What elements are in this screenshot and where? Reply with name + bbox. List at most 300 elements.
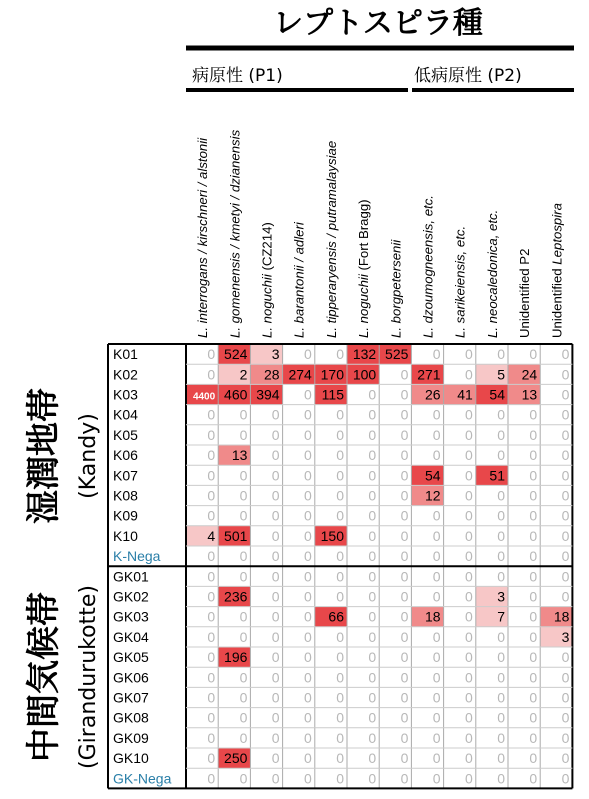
cell-value-k-nega-col9: 0 (465, 548, 473, 565)
cell-value-gk02-col5: 0 (336, 588, 344, 605)
cell-value-k05-col3: 0 (271, 426, 280, 443)
cell-value-gk09-col4: 0 (304, 729, 312, 746)
cell-value-k02-col10: 5 (497, 366, 505, 383)
cell-value-gk05-col10: 0 (497, 649, 505, 666)
cell-value-k03-col6: 0 (368, 386, 377, 403)
cell-value-k08-col1: 0 (207, 487, 216, 504)
cell-value-k09-col6: 0 (368, 507, 377, 524)
row-label-gk02: GK02 (113, 588, 149, 605)
cell-value-k05-col12: 0 (561, 426, 570, 443)
cell-value-k07-col10: 51 (489, 467, 505, 484)
cell-value-gk06-col1: 0 (207, 669, 216, 686)
cell-value-gk05-col8: 0 (432, 649, 441, 666)
cell-value-k-nega-col4: 0 (304, 548, 312, 565)
cell-value-k10-col10: 0 (497, 527, 505, 544)
cell-value-gk-nega-col8: 0 (432, 770, 441, 787)
cell-value-k04-col11: 0 (529, 406, 538, 423)
column-header-part: Leptospira (549, 203, 565, 265)
cell-value-gk10-col2: 250 (224, 750, 248, 767)
section-title-en-girandurukotte: (Girandurukotte) (76, 585, 101, 769)
cell-value-gk05-col11: 0 (529, 649, 538, 666)
column-header-part: L. sarikeiensis, etc. (452, 225, 468, 338)
cell-value-gk07-col8: 0 (432, 689, 441, 706)
cell-value-gk07-col3: 0 (271, 689, 280, 706)
cell-value-gk06-col7: 0 (400, 669, 409, 686)
cell-value-gk01-col1: 0 (207, 568, 216, 585)
cell-value-gk07-col2: 0 (239, 689, 248, 706)
cell-value-k03-col8: 26 (425, 386, 441, 403)
cell-value-gk10-col6: 0 (368, 750, 377, 767)
cell-value-gk07-col9: 0 (465, 689, 473, 706)
figure-title: レプトスピラ種 (273, 6, 483, 41)
cell-value-k05-col4: 0 (304, 426, 312, 443)
cell-value-k06-col4: 0 (304, 447, 312, 464)
cell-value-gk08-col6: 0 (368, 709, 377, 726)
cell-value-gk09-col3: 0 (271, 729, 280, 746)
cell-value-gk09-col8: 0 (432, 729, 441, 746)
cell-value-k09-col1: 0 (207, 507, 216, 524)
cell-value-k-nega-col12: 0 (561, 548, 570, 565)
cell-value-gk06-col9: 0 (465, 669, 473, 686)
cell-value-k-nega-col11: 0 (529, 548, 538, 565)
cell-value-gk02-col4: 0 (304, 588, 312, 605)
cell-value-gk01-col10: 0 (497, 568, 505, 585)
column-header-part: Unidentified (549, 264, 565, 338)
column-header-part: L. interrogans / kirschneri / alstonii (195, 137, 211, 338)
cell-value-k01-col11: 0 (529, 346, 538, 363)
cell-value-gk09-col1: 0 (207, 729, 216, 746)
cell-value-gk04-col7: 0 (400, 628, 409, 645)
cell-value-k-nega-col7: 0 (400, 548, 409, 565)
cell-value-k07-col3: 0 (271, 467, 280, 484)
cell-value-gk02-col6: 0 (368, 588, 377, 605)
cell-value-k07-col7: 0 (400, 467, 409, 484)
cell-value-gk04-col1: 0 (207, 628, 216, 645)
cell-value-k06-col11: 0 (529, 447, 538, 464)
cell-value-gk03-col6: 0 (368, 608, 377, 625)
cell-value-k06-col1: 0 (207, 447, 216, 464)
cell-value-gk05-col6: 0 (368, 649, 377, 666)
cell-value-k09-col5: 0 (336, 507, 344, 524)
cell-value-k04-col10: 0 (497, 406, 505, 423)
cell-value-gk08-col12: 0 (561, 709, 570, 726)
cell-value-k07-col1: 0 (207, 467, 216, 484)
cell-value-gk02-col2: 236 (224, 588, 248, 605)
cell-value-k09-col10: 0 (497, 507, 505, 524)
row-label-gk-nega: GK-Nega (113, 770, 172, 787)
cell-value-gk06-col6: 0 (368, 669, 377, 686)
column-header-7 (388, 239, 403, 338)
row-label-k10: K10 (113, 527, 138, 544)
cell-value-gk05-col12: 0 (561, 649, 570, 666)
cell-value-gk08-col8: 0 (432, 709, 441, 726)
cell-value-gk10-col9: 0 (465, 750, 473, 767)
cell-value-gk04-col8: 0 (432, 628, 441, 645)
cell-value-gk09-col7: 0 (400, 729, 409, 746)
cell-value-k04-col5: 0 (336, 406, 344, 423)
cell-value-k04-col2: 0 (239, 406, 248, 423)
section-label-girandurukotte (24, 592, 64, 762)
cell-value-k08-col7: 0 (400, 487, 409, 504)
cell-value-gk07-col11: 0 (529, 689, 538, 706)
cell-value-gk01-col12: 0 (561, 568, 570, 585)
cell-value-k04-col7: 0 (400, 406, 409, 423)
cell-value-gk01-col7: 0 (400, 568, 409, 585)
cell-value-k03-col7: 0 (400, 386, 409, 403)
cell-value-k09-col3: 0 (271, 507, 280, 524)
cell-value-gk03-col3: 0 (271, 608, 280, 625)
cell-value-gk-nega-col1: 0 (207, 770, 216, 787)
cell-value-k05-col11: 0 (529, 426, 538, 443)
cell-value-k07-col4: 0 (304, 467, 312, 484)
cell-value-gk05-col2: 196 (224, 649, 248, 666)
cell-value-k01-col2: 524 (224, 346, 248, 363)
cell-value-gk-nega-col3: 0 (271, 770, 280, 787)
group-label-pathogenic: 病原性 (P1) (192, 66, 283, 86)
cell-value-k01-col9: 0 (465, 346, 473, 363)
cell-value-k03-col1: 4400 (192, 391, 216, 403)
cell-value-gk-nega-col10: 0 (497, 770, 505, 787)
cell-value-gk09-col11: 0 (529, 729, 538, 746)
cell-value-k08-col5: 0 (336, 487, 344, 504)
column-header-part: (CZ214) (259, 222, 275, 275)
cell-value-gk09-col12: 0 (561, 729, 570, 746)
cell-value-gk01-col2: 0 (239, 568, 248, 585)
column-header-part: Unidentified P2 (517, 248, 533, 338)
cell-value-k08-col9: 0 (465, 487, 473, 504)
cell-value-gk05-col4: 0 (304, 649, 312, 666)
cell-value-gk04-col3: 0 (271, 628, 280, 645)
cell-value-gk09-col6: 0 (368, 729, 377, 746)
cell-value-k01-col10: 0 (497, 346, 505, 363)
cell-value-gk04-col6: 0 (368, 628, 377, 645)
cell-value-k05-col7: 0 (400, 426, 409, 443)
column-header-2 (227, 129, 242, 338)
cell-value-k10-col4: 0 (304, 527, 312, 544)
cell-value-gk01-col4: 0 (304, 568, 312, 585)
column-header-part: L. gomenensis / kmetyi / dzianensis (227, 129, 243, 338)
cell-value-gk08-col3: 0 (271, 709, 280, 726)
cell-value-gk08-col9: 0 (465, 709, 473, 726)
column-header-8 (421, 195, 436, 338)
cell-value-gk02-col8: 0 (432, 588, 441, 605)
cell-value-k01-col12: 0 (561, 346, 570, 363)
cell-value-k09-col8: 0 (432, 507, 441, 524)
cell-value-k03-col11: 13 (521, 386, 538, 403)
section-label-girandurukotte-en (76, 585, 101, 769)
cell-value-gk03-col1: 0 (207, 608, 216, 625)
cell-value-gk-nega-col11: 0 (529, 770, 538, 787)
cell-value-k06-col2: 13 (231, 447, 248, 464)
cell-value-gk09-col2: 0 (239, 729, 248, 746)
cell-value-k07-col5: 0 (336, 467, 344, 484)
row-label-k02: K02 (113, 366, 138, 383)
cell-value-gk10-col1: 0 (207, 750, 216, 767)
section-title-en-kandy: (Kandy) (76, 413, 101, 499)
cell-value-k01-col1: 0 (207, 346, 216, 363)
cell-value-k09-col7: 0 (400, 507, 409, 524)
column-header-part: L. barantonii / adleri (291, 222, 307, 338)
cell-value-gk08-col4: 0 (304, 709, 312, 726)
cell-value-k09-col4: 0 (304, 507, 312, 524)
cell-value-gk07-col7: 0 (400, 689, 409, 706)
column-header-4 (292, 221, 307, 338)
row-label-gk06: GK06 (113, 669, 149, 686)
cell-value-k04-col12: 0 (561, 406, 570, 423)
cell-value-k04-col3: 0 (271, 406, 280, 423)
cell-value-gk08-col2: 0 (239, 709, 248, 726)
cell-value-gk-nega-col2: 0 (239, 770, 248, 787)
cell-value-k10-col8: 0 (432, 527, 441, 544)
cell-value-k04-col1: 0 (207, 406, 216, 423)
cell-value-gk05-col1: 0 (207, 649, 216, 666)
cell-value-k06-col10: 0 (497, 447, 505, 464)
cell-value-gk02-col11: 0 (529, 588, 538, 605)
column-header-part: L. tipperaryensis / putramalaysiae (323, 140, 339, 338)
cell-value-gk06-col3: 0 (271, 669, 280, 686)
section-title-jp-kandy: 湿潤地帯 (24, 388, 64, 524)
cell-value-k02-col11: 24 (521, 366, 538, 383)
cell-value-gk03-col10: 7 (497, 608, 505, 625)
cell-value-gk10-col10: 0 (497, 750, 505, 767)
cell-value-gk06-col12: 0 (561, 669, 570, 686)
cell-value-gk07-col1: 0 (207, 689, 216, 706)
cell-value-gk06-col10: 0 (497, 669, 505, 686)
cell-value-gk03-col2: 0 (239, 608, 248, 625)
cell-value-gk05-col5: 0 (336, 649, 344, 666)
cell-value-k-nega-col2: 0 (239, 548, 248, 565)
cell-value-k08-col2: 0 (239, 487, 248, 504)
cell-value-gk10-col7: 0 (400, 750, 409, 767)
cell-value-k-nega-col1: 0 (207, 548, 216, 565)
cell-value-k07-col12: 0 (561, 467, 570, 484)
cell-value-gk04-col4: 0 (304, 628, 312, 645)
row-label-k04: K04 (113, 406, 138, 423)
cell-value-k01-col6: 132 (352, 346, 377, 363)
column-header-5 (324, 141, 339, 338)
cell-value-k06-col5: 0 (336, 447, 344, 464)
cell-value-gk08-col1: 0 (207, 709, 216, 726)
cell-value-k-nega-col10: 0 (497, 548, 505, 565)
section-label-kandy (24, 388, 64, 524)
cell-value-gk07-col6: 0 (368, 689, 377, 706)
cell-value-gk07-col10: 0 (497, 689, 505, 706)
cell-value-gk01-col11: 0 (529, 568, 538, 585)
cell-value-gk03-col12: 18 (553, 608, 570, 625)
cell-value-k06-col12: 0 (561, 447, 570, 464)
cell-value-gk04-col2: 0 (239, 628, 248, 645)
section-title-jp-girandurukotte: 中間気候帯 (24, 592, 64, 762)
cell-value-gk05-col7: 0 (400, 649, 409, 666)
cell-value-gk03-col8: 18 (425, 608, 441, 625)
column-header-part: L. noguchii (356, 274, 372, 338)
cell-value-k01-col3: 3 (271, 346, 280, 363)
cell-value-k03-col10: 54 (489, 386, 505, 403)
column-header-1 (195, 137, 210, 338)
cell-value-k10-col3: 0 (271, 527, 280, 544)
cell-value-k06-col8: 0 (432, 447, 441, 464)
row-label-gk10: GK10 (113, 750, 149, 767)
cell-value-k10-col12: 0 (561, 527, 570, 544)
cell-value-gk05-col9: 0 (465, 649, 473, 666)
cell-value-k02-col7: 0 (400, 366, 409, 383)
cell-value-gk03-col4: 0 (304, 608, 312, 625)
cell-value-k04-col8: 0 (432, 406, 441, 423)
row-label-k09: K09 (113, 507, 138, 524)
cell-value-gk10-col3: 0 (271, 750, 280, 767)
cell-value-k04-col4: 0 (304, 406, 312, 423)
group-label-low-pathogenic: 低病原性 (P2) (414, 66, 522, 86)
cell-value-gk08-col11: 0 (529, 709, 538, 726)
row-label-gk09: GK09 (113, 729, 149, 746)
cell-value-k06-col6: 0 (368, 447, 377, 464)
column-header-part: L. dzoumogneensis, etc. (420, 195, 436, 338)
cell-value-gk03-col7: 0 (400, 608, 409, 625)
cell-value-gk04-col5: 0 (336, 628, 344, 645)
cell-value-k06-col7: 0 (400, 447, 409, 464)
cell-value-k02-col5: 170 (320, 366, 344, 383)
row-label-k-nega: K-Nega (113, 548, 161, 565)
cell-value-k03-col5: 115 (321, 386, 344, 403)
cell-value-k03-col9: 41 (457, 386, 473, 403)
cell-value-k04-col9: 0 (465, 406, 473, 423)
cell-value-gk10-col5: 0 (336, 750, 344, 767)
cell-value-gk03-col11: 0 (529, 608, 538, 625)
cell-value-k02-col1: 0 (207, 366, 216, 383)
cell-value-gk06-col11: 0 (529, 669, 538, 686)
cell-value-gk10-col12: 0 (561, 750, 570, 767)
cell-value-gk01-col5: 0 (336, 568, 344, 585)
row-label-k05: K05 (113, 426, 138, 443)
cell-value-gk03-col5: 66 (328, 608, 344, 625)
cell-value-gk05-col3: 0 (271, 649, 280, 666)
cell-value-gk04-col9: 0 (465, 628, 473, 645)
cell-value-k10-col9: 0 (465, 527, 473, 544)
row-label-k03: K03 (113, 386, 138, 403)
cell-value-k08-col12: 0 (561, 487, 570, 504)
cell-value-gk08-col7: 0 (400, 709, 409, 726)
cell-value-gk04-col12: 3 (561, 628, 570, 645)
cell-value-k05-col6: 0 (368, 426, 377, 443)
cell-value-k08-col6: 0 (368, 487, 377, 504)
cell-value-gk01-col3: 0 (271, 568, 280, 585)
cell-value-k02-col9: 0 (465, 366, 473, 383)
cell-value-k07-col8: 54 (425, 467, 441, 484)
cell-value-k07-col2: 0 (239, 467, 248, 484)
cell-value-gk07-col4: 0 (304, 689, 312, 706)
cell-value-k10-col6: 0 (368, 527, 377, 544)
cell-value-k08-col10: 0 (497, 487, 505, 504)
cell-value-k10-col1: 4 (207, 527, 216, 544)
column-header-9 (453, 226, 468, 338)
cell-value-gk-nega-col5: 0 (336, 770, 344, 787)
cell-value-gk06-col8: 0 (432, 669, 441, 686)
cell-value-gk10-col11: 0 (529, 750, 538, 767)
column-header-part: L. neocaledonica, etc. (484, 209, 500, 338)
cell-value-gk02-col7: 0 (400, 588, 409, 605)
cell-value-k03-col2: 460 (224, 386, 248, 403)
cell-value-k02-col12: 0 (561, 366, 570, 383)
cell-value-gk03-col9: 0 (465, 608, 473, 625)
column-header-part: L. borgpetersenii (388, 239, 404, 338)
column-header-11 (517, 249, 532, 338)
cell-value-k08-col11: 0 (529, 487, 538, 504)
cell-value-gk-nega-col6: 0 (368, 770, 377, 787)
cell-value-k02-col2: 2 (239, 366, 248, 383)
cell-value-gk-nega-col12: 0 (561, 770, 570, 787)
cell-value-gk01-col9: 0 (465, 568, 473, 585)
section-label-kandy-en (76, 413, 101, 499)
row-label-gk05: GK05 (113, 649, 149, 666)
cell-value-k07-col11: 0 (529, 467, 538, 484)
cell-value-k05-col1: 0 (207, 426, 216, 443)
cell-value-k05-col9: 0 (465, 426, 473, 443)
cell-value-k07-col6: 0 (368, 467, 377, 484)
row-label-gk03: GK03 (113, 608, 149, 625)
cell-value-k04-col6: 0 (368, 406, 377, 423)
column-header-10 (485, 210, 500, 338)
column-header-part: (Fort Bragg) (356, 199, 372, 275)
cell-value-k09-col9: 0 (465, 507, 473, 524)
column-header-part: L. noguchii (259, 274, 275, 338)
cell-value-gk06-col2: 0 (239, 669, 248, 686)
cell-value-gk07-col12: 0 (561, 689, 570, 706)
cell-value-k10-col11: 0 (529, 527, 538, 544)
cell-value-gk02-col3: 0 (271, 588, 280, 605)
cell-value-gk08-col10: 0 (497, 709, 505, 726)
cell-value-gk06-col4: 0 (304, 669, 312, 686)
cell-value-gk04-col11: 0 (529, 628, 538, 645)
cell-value-k-nega-col5: 0 (336, 548, 344, 565)
cell-value-gk07-col5: 0 (336, 689, 344, 706)
column-header-3 (260, 222, 275, 338)
row-label-gk08: GK08 (113, 709, 149, 726)
cell-value-gk09-col5: 0 (336, 729, 344, 746)
cell-value-k02-col3: 28 (264, 366, 280, 383)
cell-value-k09-col2: 0 (239, 507, 248, 524)
cell-value-k10-col7: 0 (400, 527, 409, 544)
cell-value-gk-nega-col7: 0 (400, 770, 409, 787)
cell-value-k05-col5: 0 (336, 426, 344, 443)
cell-value-k09-col12: 0 (561, 507, 570, 524)
cell-value-k09-col11: 0 (529, 507, 538, 524)
column-header-6 (356, 199, 371, 338)
cell-value-k07-col9: 0 (465, 467, 473, 484)
row-label-gk01: GK01 (113, 568, 149, 585)
cell-value-gk01-col8: 0 (432, 568, 441, 585)
cell-value-gk01-col6: 0 (368, 568, 377, 585)
cell-value-gk02-col12: 0 (561, 588, 570, 605)
column-headers (195, 129, 564, 338)
cell-value-gk04-col10: 0 (497, 628, 505, 645)
cell-value-k-nega-col6: 0 (368, 548, 377, 565)
cell-value-k02-col6: 100 (352, 366, 377, 383)
cell-value-gk02-col10: 3 (497, 588, 505, 605)
cell-value-k-nega-col8: 0 (432, 548, 441, 565)
cell-value-gk09-col10: 0 (497, 729, 505, 746)
cell-value-gk-nega-col4: 0 (304, 770, 312, 787)
cell-value-k-nega-col3: 0 (271, 548, 280, 565)
row-label-k06: K06 (113, 447, 138, 464)
cell-value-gk02-col9: 0 (465, 588, 473, 605)
cell-value-k08-col4: 0 (304, 487, 312, 504)
cell-value-k01-col5: 0 (336, 346, 344, 363)
row-label-k08: K08 (113, 487, 138, 504)
cell-value-gk-nega-col9: 0 (465, 770, 473, 787)
cell-value-k10-col5: 150 (320, 527, 344, 544)
cell-value-k05-col2: 0 (239, 426, 248, 443)
row-label-gk04: GK04 (113, 628, 149, 645)
